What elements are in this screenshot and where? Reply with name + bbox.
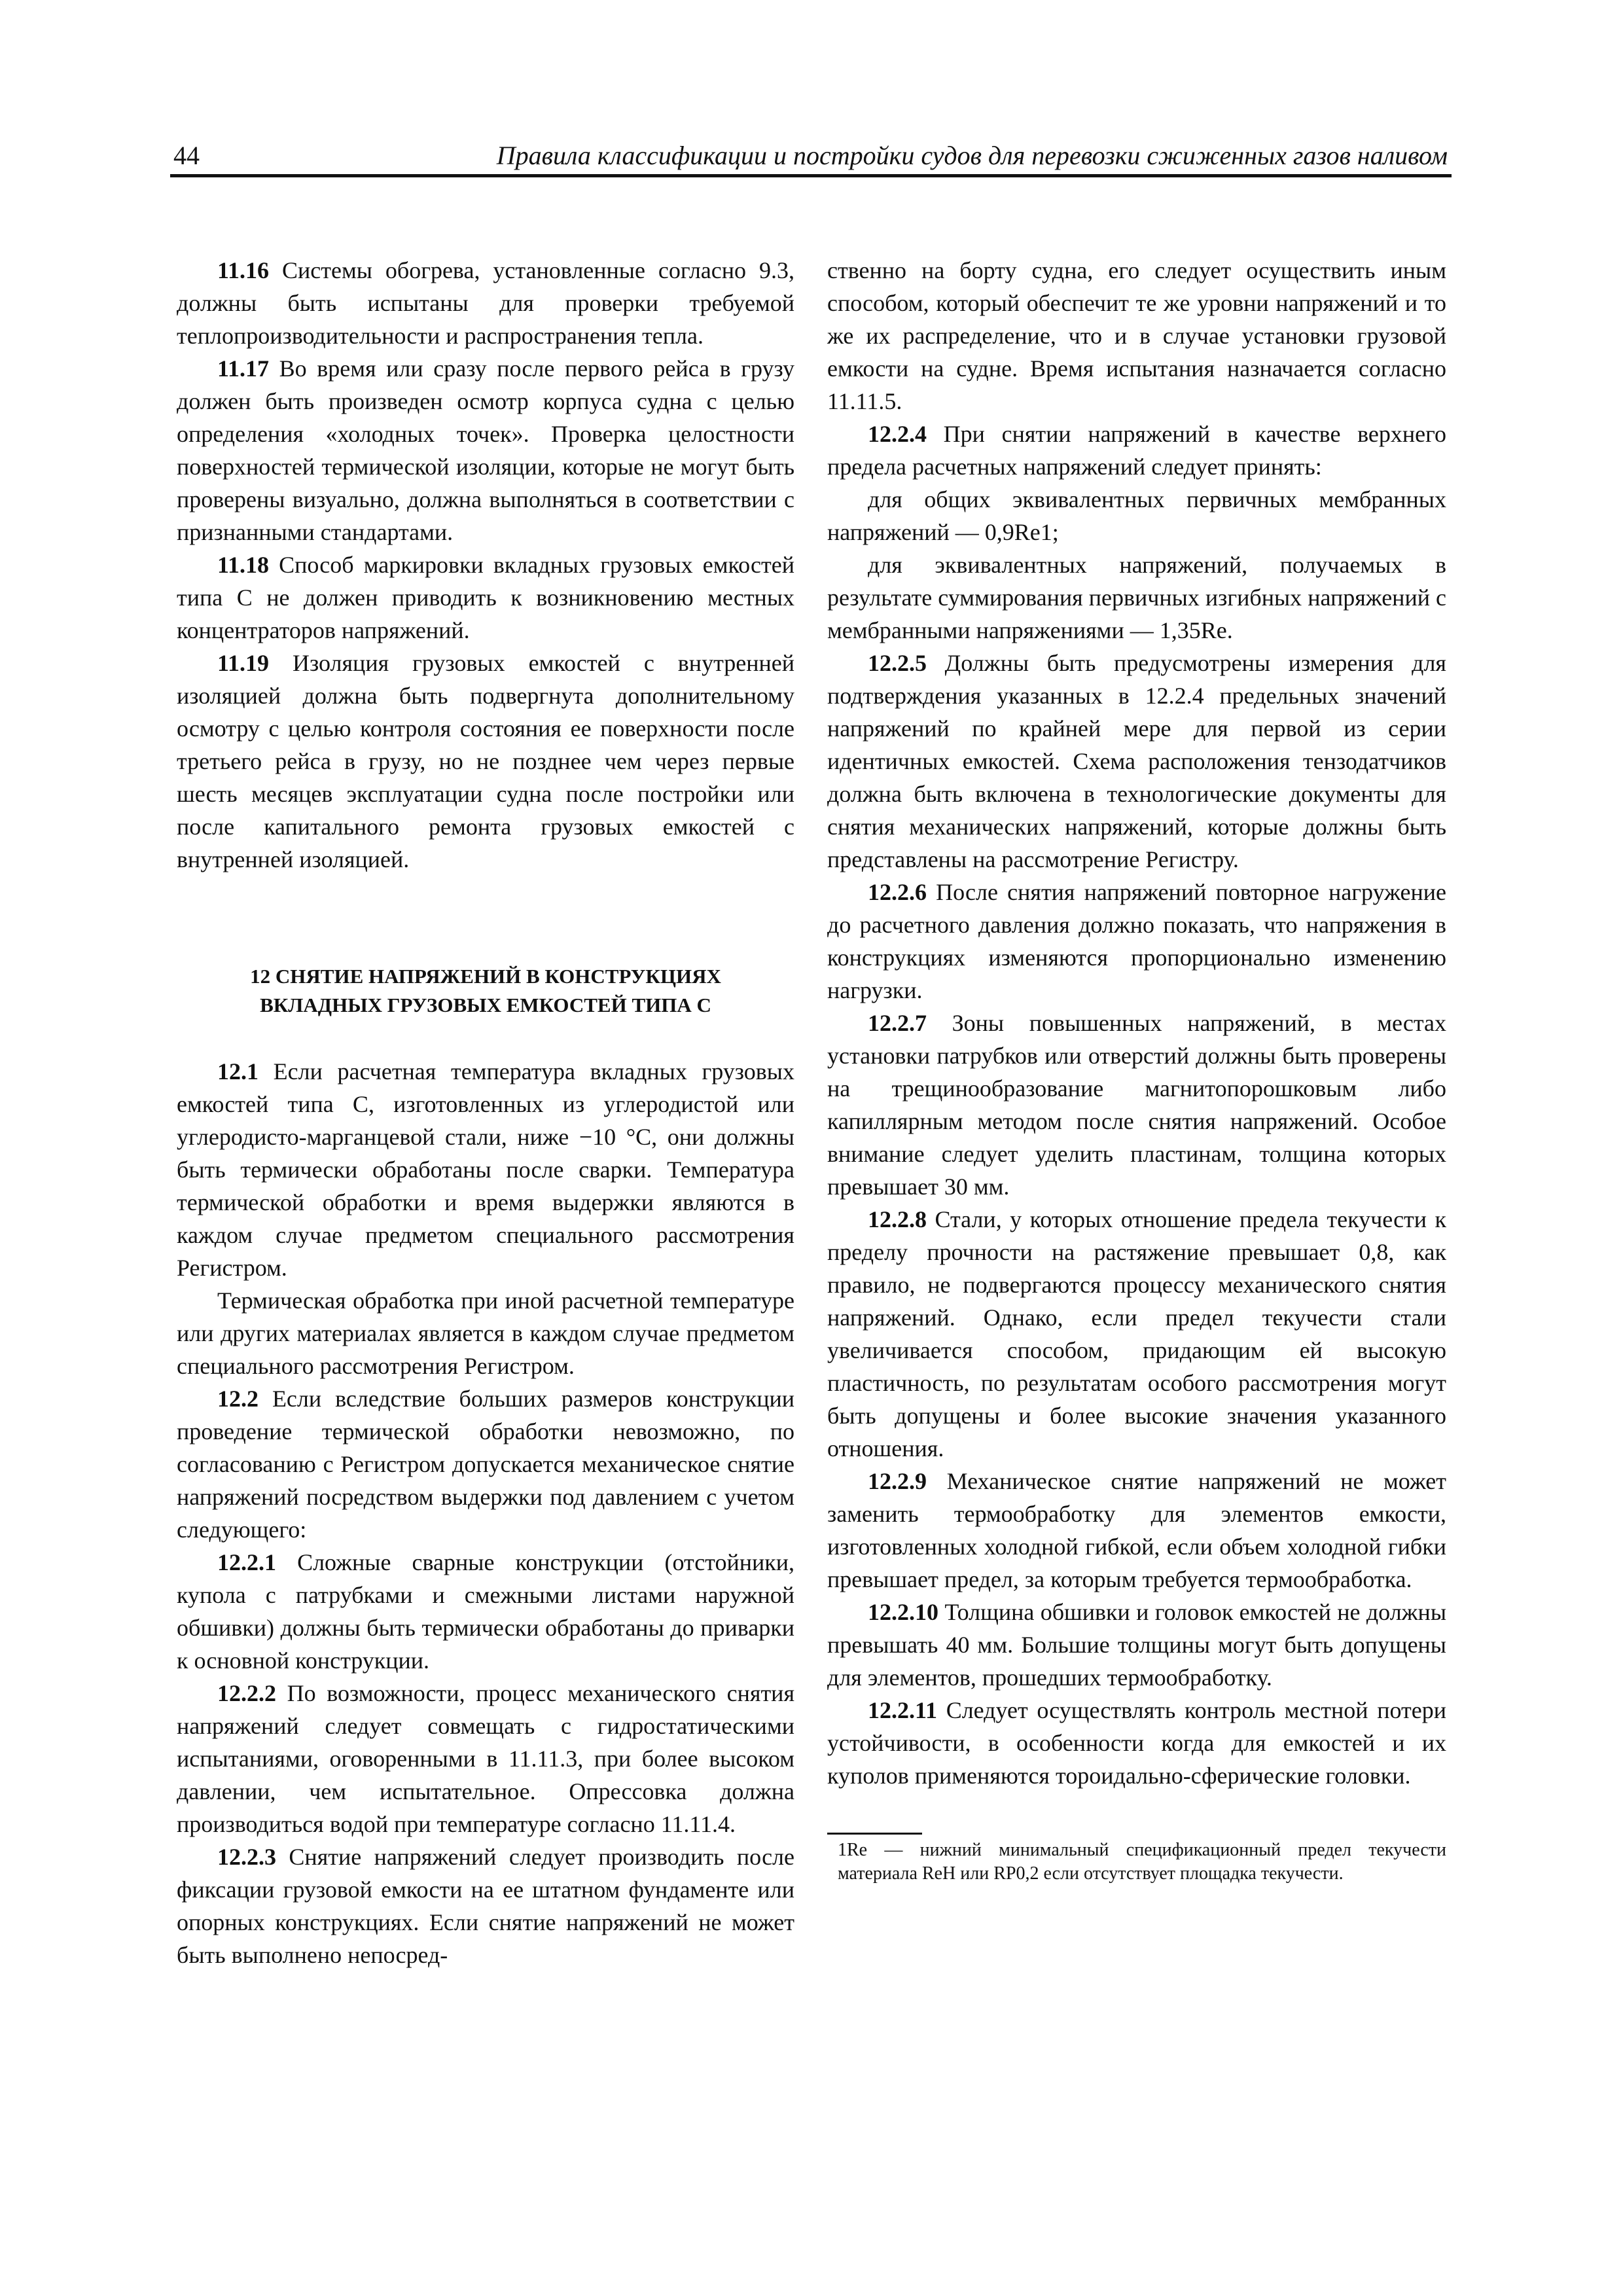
footnote-rule <box>827 1833 922 1835</box>
paragraph-12-2-3-continued: ственно на борту судна, его следует осуществить иным способом, который обеспечит те же уровни напряжений и то же их распределение, что и в случае установки грузовой емкости на судне. Время испытания назначается согласно 11.11.5. <box>827 257 1446 414</box>
section-heading-12: 12 СНЯТИЕ НАПРЯЖЕНИЙ В КОНСТРУКЦИЯХ ВКЛАДНЫХ ГРУЗОВЫХ ЕМКОСТЕЙ ТИПА С <box>250 965 721 1016</box>
running-header-title: Правила классификации и постройки судов для перевозки сжиженных газов наливом <box>496 141 1448 170</box>
footnote: 1Re — нижний минимальный спецификационный предел текучести материала ReH или RP0,2 если отсутствует площадка текучести. <box>838 1840 1446 1884</box>
paragraph-12-2-11: 12.2.11 Следует осуществлять контроль местной потери устойчивости, в особенности когда для емкостей и их куполов применяются тороидально-сферические головки. <box>827 1697 1446 1789</box>
paragraph-12-2-10: 12.2.10 Толщина обшивки и головок емкостей не должны превышать 40 мм. Большие толщины могут быть допущены для элементов, прошедших термообработку. <box>827 1599 1446 1691</box>
paragraph-12-2-4: 12.2.4 При снятии напряжений в качестве верхнего предела расчетных напряжений следует принять: <box>827 421 1446 480</box>
page-number: 44 <box>173 141 200 170</box>
paragraph-12-2-1: 12.2.1 Сложные сварные конструкции (отстойники, купола с патрубками и смежными листами наружной обшивки) должны быть термически обработаны до приварки к основной конструкции. <box>177 1549 794 1674</box>
paragraph-12-2-4-bending: для эквивалентных напряжений, получаемых в результате суммирования первичных изгибных напряжений с мембранными напряжениями — 1,35Re. <box>827 552 1446 643</box>
paragraph-11-18: 11.18 Способ маркировки вкладных грузовых емкостей типа С не должен приводить к возникновению местных концентраторов напряжений. <box>177 552 794 643</box>
paragraph-11-19: 11.19 Изоляция грузовых емкостей с внутренней изоляцией должна быть подвергнута дополнительному осмотру с целью контроля состояния ее поверхности после третьего рейса в грузу, но не позднее чем через первые шесть месяцев эксплуатации судна после постройки или после капитального ремонта грузовых емкостей с внутренней изоляцией. <box>177 650 794 872</box>
paragraph-12-1-b: Термическая обработка при иной расчетной температуре или других материалах является в каждом случае предметом специального рассмотрения Регистром. <box>177 1287 794 1379</box>
header-rule <box>170 174 1452 177</box>
paragraph-11-17: 11.17 Во время или сразу после первого рейса в грузу должен быть произведен осмотр корпуса судна с целью определения «холодных точек». Проверка целостности поверхностей термической изоляции, которые не могут быть проверены визуально, должна выполняться в соответствии с признанными стандартами. <box>177 355 794 545</box>
right-column <box>827 254 1446 1886</box>
paragraph-12-2-3: 12.2.3 Снятие напряжений следует производить после фиксации грузовой емкости на ее штатном фундаменте или опорных конструкциях. Если снятие напряжений не может быть выполнено непосред- <box>177 1844 794 1968</box>
paragraph-12-2-7: 12.2.7 Зоны повышенных напряжений, в местах установки патрубков или отверстий должны быть проверены на трещинообразование магнитопорошковым либо капиллярным методом после снятия напряжений. Особое внимание следует уделить пластинам, толщина которых превышает 30 мм. <box>827 1010 1446 1200</box>
paragraph-12-2-9: 12.2.9 Механическое снятие напряжений не может заменить термообработку для элементов емкости, изготовленных холодной гибкой, если объем холодной гибки превышает предел, за которым требуется термообработка. <box>827 1468 1446 1592</box>
left-column <box>177 254 794 1971</box>
paragraph-12-2-8: 12.2.8 Стали, у которых отношение предела текучести к пределу прочности на растяжение превышает 0,8, как правило, не подвергаются процессу механического снятия напряжений. Однако, если предел текучести стали увеличивается способом, придающим ей высокую пластичность, по результатам особого рассмотрения могут быть допущены и более высокие значения указанного отношения. <box>827 1206 1446 1462</box>
paragraph-12-2-5: 12.2.5 Должны быть предусмотрены измерения для подтверждения указанных в 12.2.4 предельных значений напряжений по крайней мере для первой из серии идентичных емкостей. Схема расположения тензодатчиков должна быть включена в технологические документы для снятия механических напряжений, которые должны быть представлены на рассмотрение Регистру. <box>827 650 1446 872</box>
paragraph-12-1: 12.1 Если расчетная температура вкладных грузовых емкостей типа С, изготовленных из углеродистой или углеродисто-марганцевой стали, ниже −10 °С, они должны быть термически обработаны после сварки. Температура термической обработки и время выдержки являются в каждом случае предметом специального рассмотрения Регистром. <box>177 1058 794 1281</box>
paragraph-12-2: 12.2 Если вследствие больших размеров конструкции проведение термической обработки невозможно, по согласованию с Регистром допускается механическое снятие напряжений посредством выдержки под давлением с учетом следующего: <box>177 1386 794 1543</box>
paragraph-12-2-6: 12.2.6 После снятия напряжений повторное нагружение до расчетного давления должно показать, что напряжения в конструкциях изменяются пропорционально изменению нагрузки. <box>827 879 1446 1003</box>
paragraph-12-2-4-membrane: для общих эквивалентных первичных мембранных напряжений — 0,9Re1; <box>827 486 1446 545</box>
paragraph-11-16: 11.16 Системы обогрева, установленные согласно 9.3, должны быть испытаны для проверки требуемой теплопроизводительности и распространения тепла. <box>177 257 794 349</box>
paragraph-12-2-2: 12.2.2 По возможности, процесс механического снятия напряжений следует совмещать с гидростатическими испытаниями, оговоренными в 11.11.3, при более высоком давлении, чем испытательное. Опрессовка должна производиться водой при температуре согласно 11.11.4. <box>177 1680 794 1837</box>
